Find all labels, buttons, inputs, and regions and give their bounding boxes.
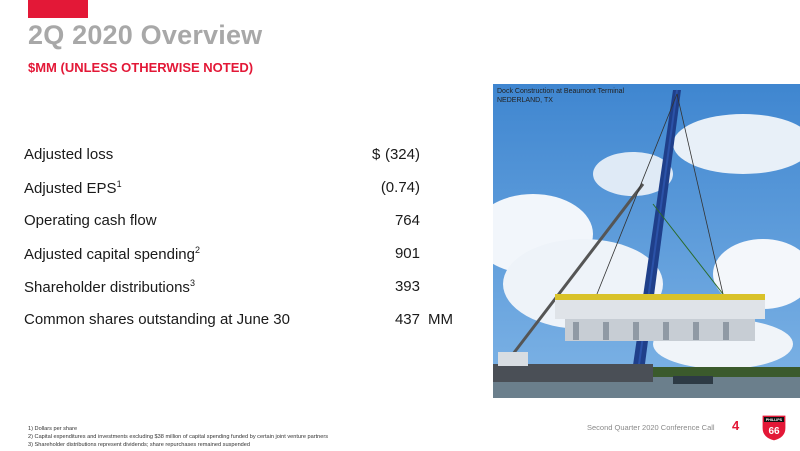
metric-label: Operating cash flow: [24, 212, 157, 229]
metric-row-adjusted-eps: [24, 173, 464, 206]
dollar-sign: $: [372, 146, 381, 163]
metric-row-shareholder-distributions: [24, 272, 464, 305]
metric-label: Common shares outstanding at June 30: [24, 311, 290, 328]
photo-caption: Dock Construction at Beaumont Terminal NEDERLAND, TX: [497, 88, 625, 104]
metric-value: (324): [384, 146, 420, 163]
footnote-ref: 1: [116, 179, 122, 189]
footnote-1: 1) Dollars per share: [28, 426, 78, 432]
metric-value: 901: [394, 245, 420, 262]
page-subtitle: $MM (UNLESS OTHERWISE NOTED): [28, 60, 254, 75]
accent-bar: [28, 0, 88, 18]
metric-row-operating-cash-flow: [24, 206, 464, 239]
metric-value: 437: [394, 311, 420, 328]
page-number: 4: [732, 418, 740, 433]
metric-row-common-shares: [24, 305, 464, 338]
footnote-2: 2) Capital expenditures and investments excluding $38 million of capital spending funded by certain joint venture partners: [28, 434, 329, 440]
footnotes: [28, 425, 328, 449]
metric-row-adjusted-capital-spending: [24, 239, 464, 272]
metric-unit: MM: [428, 311, 453, 328]
footnote-3: 3) Shareholder distributions represent dividends; share repurchases remained suspended: [28, 442, 251, 448]
metric-value: (0.74): [380, 179, 420, 196]
metric-label: Adjusted EPS$^1$: [24, 179, 122, 197]
crane-illustration: [493, 84, 800, 398]
dock-construction-photo: [493, 84, 800, 398]
logo-number-text: 66: [768, 426, 780, 437]
metric-label: Adjusted capital spending$^2$: [24, 245, 200, 263]
metric-value: 393: [394, 278, 420, 295]
footnote-ref: 3: [189, 278, 195, 288]
metrics-table: [24, 140, 464, 338]
metric-row-adjusted-loss: [24, 140, 464, 173]
metric-value: 764: [394, 212, 420, 229]
footnote-ref: 2: [194, 245, 200, 255]
footer-text: Second Quarter 2020 Conference Call: [587, 423, 715, 432]
logo-top-text: PHILLIPS: [765, 418, 783, 422]
metric-label: Adjusted loss: [24, 146, 114, 163]
phillips-66-logo: [760, 412, 788, 442]
page-title: 2Q 2020 Overview: [28, 20, 263, 50]
metric-label: Shareholder distributions$^3$: [24, 278, 195, 296]
